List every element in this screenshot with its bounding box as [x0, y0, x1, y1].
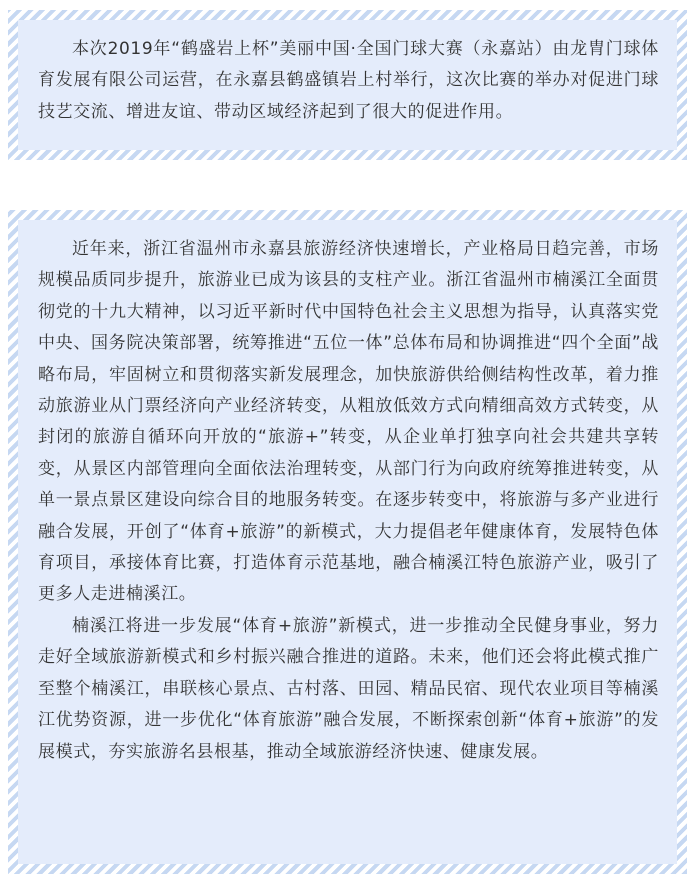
- intro-box-frame: [8, 10, 687, 160]
- body-box-panel: [18, 220, 677, 864]
- intro-box-panel: [18, 20, 677, 150]
- body-content: [38, 234, 659, 768]
- intro-paragraph: 本次2019年“鹤盛岩上杯”美丽中国·全国门球大赛（永嘉站）由龙胄门球体育发展有限公司运营，在永嘉县鹤盛镇岩上村举行，这次比赛的举办对促进门球技艺交流、增进友谊、带动区域经济起到了很大的促进作用。: [38, 39, 659, 122]
- body-paragraph-2: 楠溪江将进一步发展“体育+旅游”新模式，进一步推动全民健身事业，努力走好全域旅游新模式和乡村振兴融合推进的道路。未来，他们还会将此模式推广至整个楠溪江，串联核心景点、古村落、田园、精品民宿、现代农业项目等楠溪江优势资源，进一步优化“体育旅游”融合发展，不断探索创新“体育+旅游”的发展模式，夯实旅游名县根基，推动全域旅游经济快速、健康发展。: [38, 615, 659, 762]
- body-box-frame: [8, 210, 687, 874]
- body-paragraph-1: 近年来，浙江省温州市永嘉县旅游经济快速增长，产业格局日趋完善，市场规模品质同步提升，旅游业已成为该县的支柱产业。浙江省温州市楠溪江全面贯彻党的十九大精神，以习近平新时代中国特色社会主义思想为指导，认真落实党中央、国务院决策部署，统筹推进“五位一体”总体布局和协调推进“四个全面”战略布局，牢固树立和贯彻落实新发展理念，加快旅游供给侧结构性改革，着力推动旅游业从门票经济向产业经济转变，从粗放低效方式向精细高效方式转变，从封闭的旅游自循环向开放的“旅游+”转变，从企业单打独享向社会共建共享转变，从景区内部管理向全面依法治理转变，从部门行为向政府统筹推进转变，从单一景点景区建设向综合目的地服务转变。在逐步转变中，将旅游与多产业进行融合发展，开创了“体育+旅游”的新模式，大力提倡老年健康体育，发展特色体育项目，承接体育比赛，打造体育示范基地，融合楠溪江特色旅游产业，吸引了更多人走进楠溪江。: [38, 239, 659, 605]
